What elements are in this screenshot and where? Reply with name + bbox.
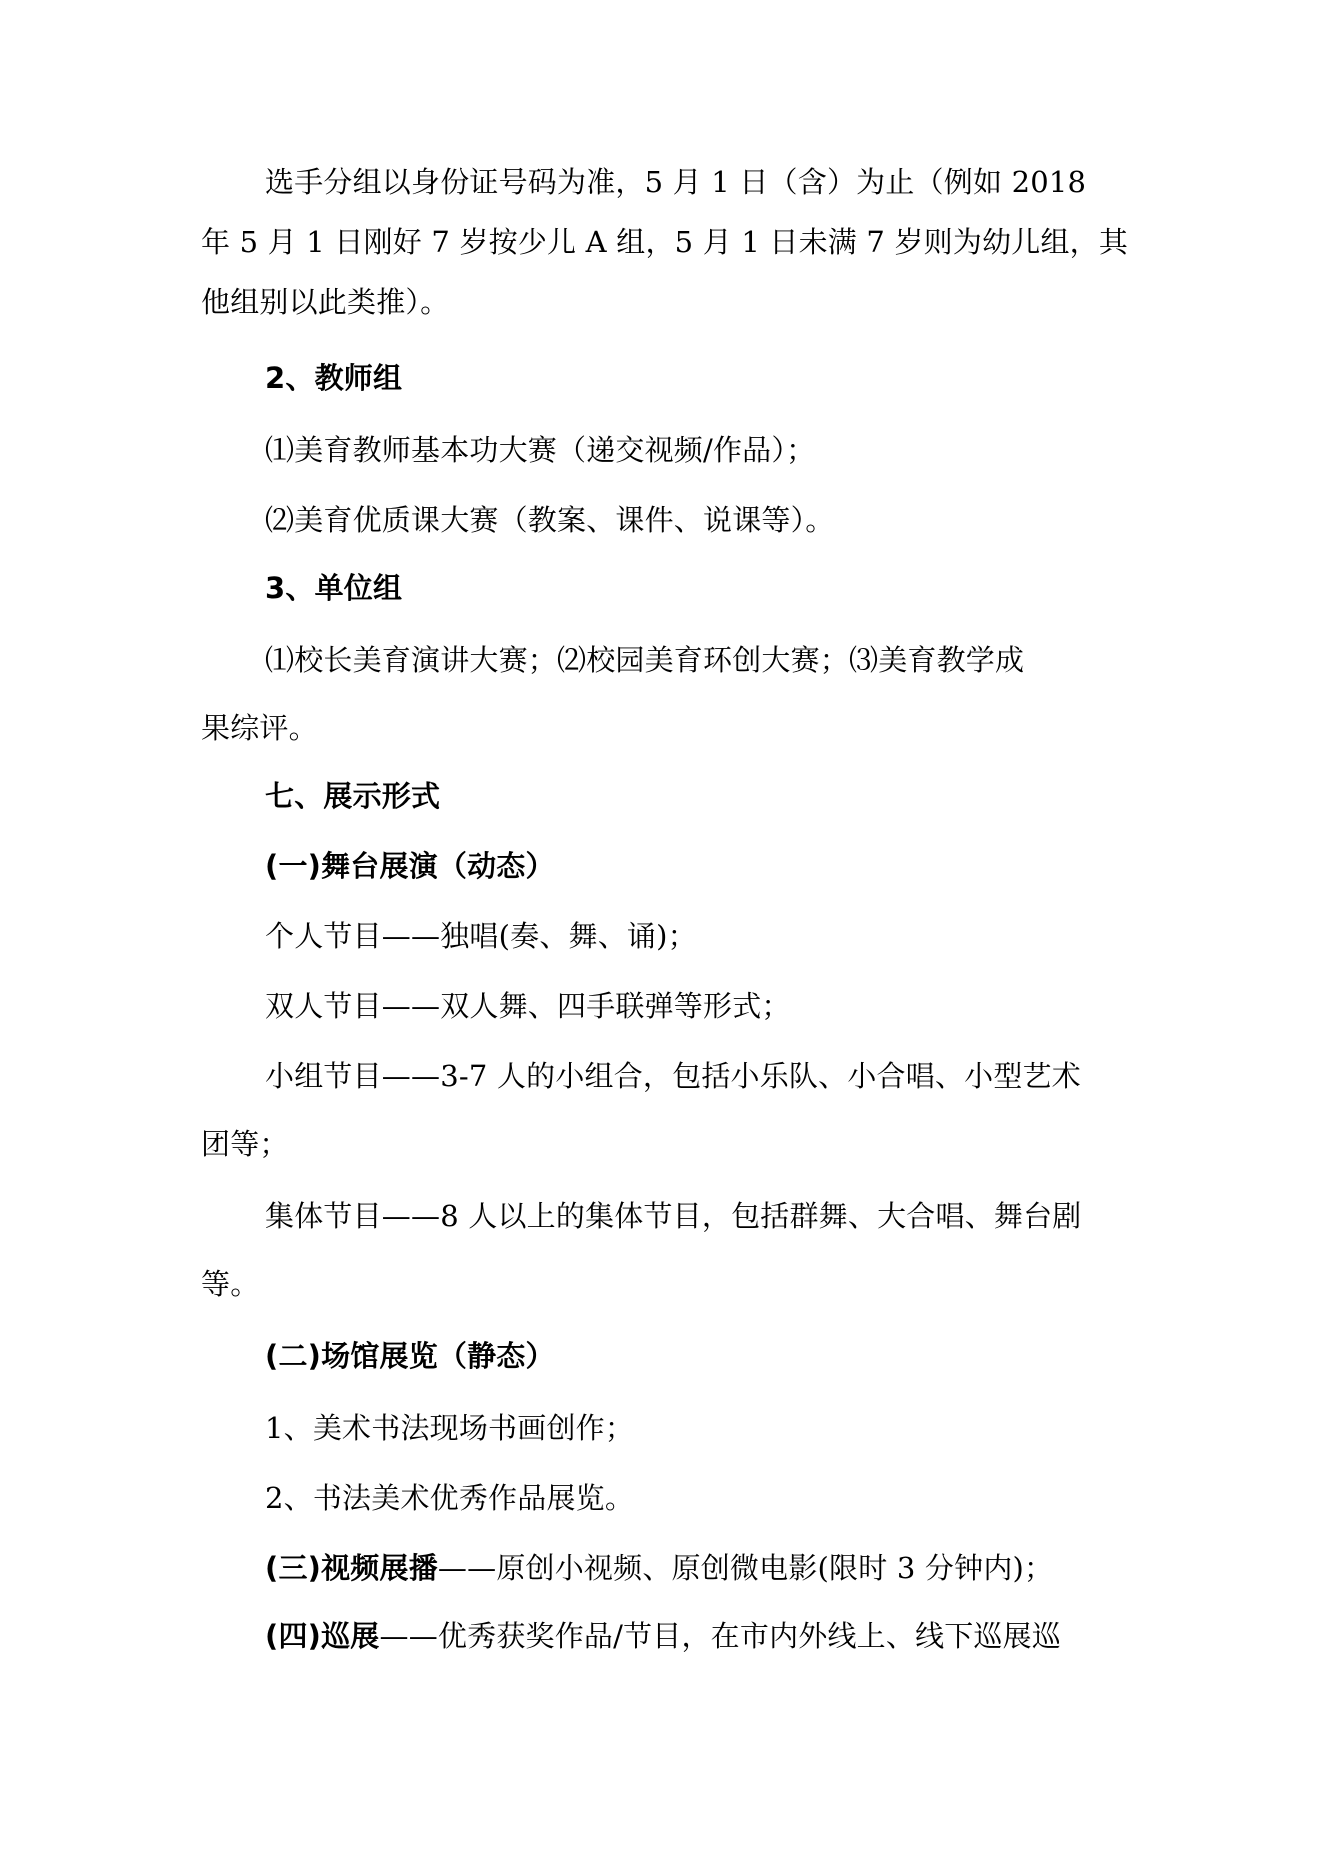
paragraph-line: 年 5 月 1 日刚好 7 岁按少儿 A 组，5 月 1 日未满 7 岁则为幼儿组，其: [201, 225, 1129, 259]
subsection-heading-stage: (一)舞台展演（动态）: [265, 849, 555, 883]
video-text: ——原创小视频、原创微电影(限时 3 分钟内)；: [437, 1551, 1054, 1585]
tour-text: ——优秀获奖作品/节目，在市内外线上、线下巡展巡: [379, 1619, 1062, 1653]
subsection-heading-venue: (二)场馆展览（静态）: [265, 1339, 555, 1373]
paragraph-tour: [265, 1616, 1205, 1656]
list-item: 小组节目——3-7 人的小组合，包括小乐队、小合唱、小型艺术: [265, 1059, 1081, 1093]
section-heading-teacher: 2、教师组: [265, 361, 403, 395]
list-item: 2、书法美术优秀作品展览。: [265, 1481, 635, 1515]
list-item: 集体节目——8 人以上的集体节目，包括群舞、大合唱、舞台剧: [265, 1199, 1082, 1233]
list-item: 个人节目——独唱(奏、舞、诵)；: [265, 919, 697, 953]
list-item: ⑴美育教师基本功大赛（递交视频/作品）；: [265, 433, 816, 467]
tour-heading: (四)巡展: [265, 1619, 380, 1653]
list-item-continuation: 团等；: [201, 1127, 289, 1161]
section-heading-seven: 七、展示形式: [265, 779, 441, 813]
list-item-continuation: 等。: [201, 1267, 260, 1301]
paragraph-line: 果综评。: [201, 711, 318, 745]
paragraph-line: 选手分组以身份证号码为准，5 月 1 日（含）为止（例如 2018: [265, 165, 1087, 199]
paragraph-video: [265, 1548, 1205, 1588]
video-heading: (三)视频展播: [265, 1551, 438, 1585]
paragraph-line: ⑴校长美育演讲大赛；⑵校园美育环创大赛；⑶美育教学成: [265, 643, 1025, 677]
section-heading-unit: 3、单位组: [265, 571, 403, 605]
list-item: ⑵美育优质课大赛（教案、课件、说课等）。: [265, 503, 835, 537]
list-item: 双人节目——双人舞、四手联弹等形式；: [265, 989, 791, 1023]
paragraph-line: 他组别以此类推）。: [201, 285, 450, 319]
list-item: 1、美术书法现场书画创作；: [265, 1411, 635, 1445]
